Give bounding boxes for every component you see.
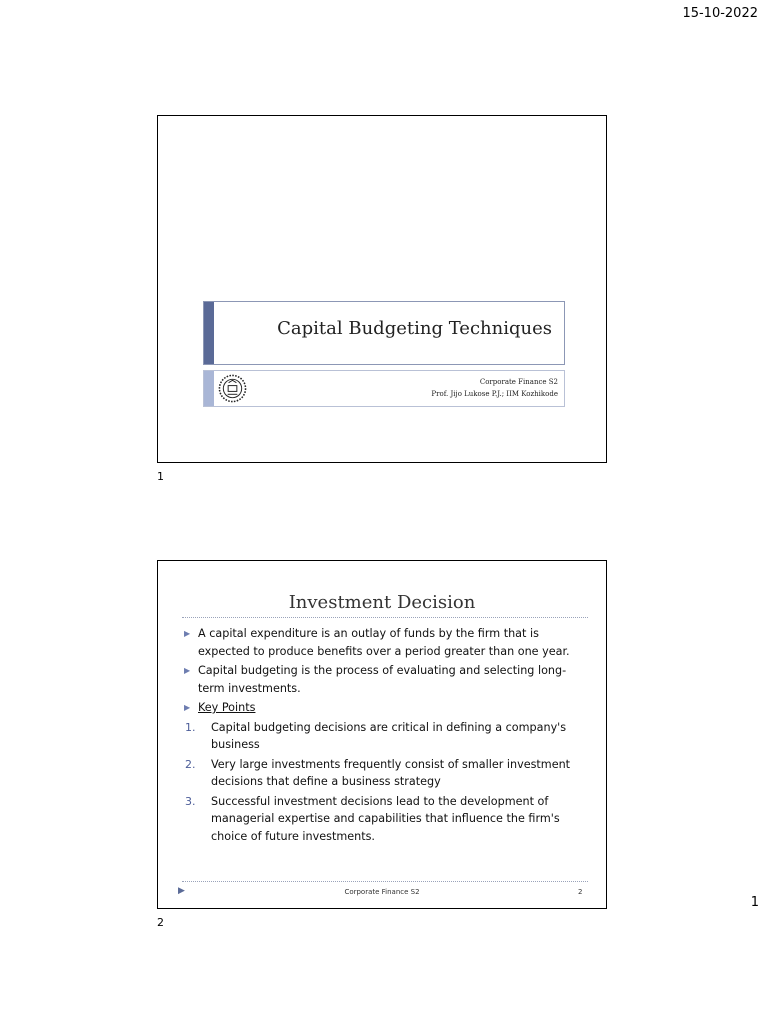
slide-number-label: 1: [157, 470, 164, 483]
slide-2: [157, 560, 607, 909]
item-number: 3.: [185, 794, 196, 808]
footer-divider: [182, 881, 588, 882]
page-date: 15-10-2022: [682, 6, 758, 21]
numbered-item: [180, 719, 580, 754]
bullet-arrow-icon: ▶: [184, 629, 191, 638]
title-box: [203, 301, 565, 365]
bullet-arrow-icon: ▶: [184, 666, 191, 675]
iim-logo-icon: [218, 374, 247, 403]
bullet-text: A capital expenditure is an outlay of funds by the firm that is expected to produce benefits over a period greater than one year.: [198, 627, 570, 658]
title-accent-bar: [204, 302, 214, 364]
subtitle-accent-bar: [204, 371, 214, 406]
key-points-heading: Key Points: [198, 701, 256, 714]
professor-name: Prof. Jijo Lukose P.J.; IIM Kozhikode: [431, 390, 558, 398]
slide-title: Investment Decision: [288, 592, 476, 613]
footer-arrow-icon: ▶: [178, 886, 185, 896]
slide-1: [157, 115, 607, 463]
page-number: 1: [750, 895, 759, 910]
item-text: Successful investment decisions lead to the development of managerial expertise and capabilities that influence the firm's choice of future investments.: [211, 794, 560, 843]
bullet-item: [180, 699, 580, 717]
subtitle-box: [203, 370, 565, 407]
bullet-item: [180, 662, 580, 697]
item-number: 1.: [185, 720, 196, 734]
numbered-item: [180, 756, 580, 791]
slide-footer-text: Corporate Finance S2: [344, 888, 420, 896]
item-text: Capital budgeting decisions are critical in defining a company's business: [211, 720, 567, 751]
slide-footer-number: 2: [578, 888, 583, 896]
item-number: 2.: [185, 757, 196, 771]
course-name: Corporate Finance S2: [479, 378, 558, 386]
item-text: Very large investments frequently consist of smaller investment decisions that define a business strategy: [211, 757, 571, 788]
slide-number-label: 2: [157, 916, 164, 929]
slide-title: Capital Budgeting Techniques: [277, 318, 552, 339]
title-divider: [182, 617, 588, 618]
bullet-item: [180, 625, 580, 660]
slide-content: [180, 625, 580, 847]
bullet-text: Capital budgeting is the process of evaluating and selecting long-term investments.: [198, 664, 567, 695]
numbered-item: [180, 793, 580, 846]
bullet-arrow-icon: ▶: [184, 703, 191, 712]
